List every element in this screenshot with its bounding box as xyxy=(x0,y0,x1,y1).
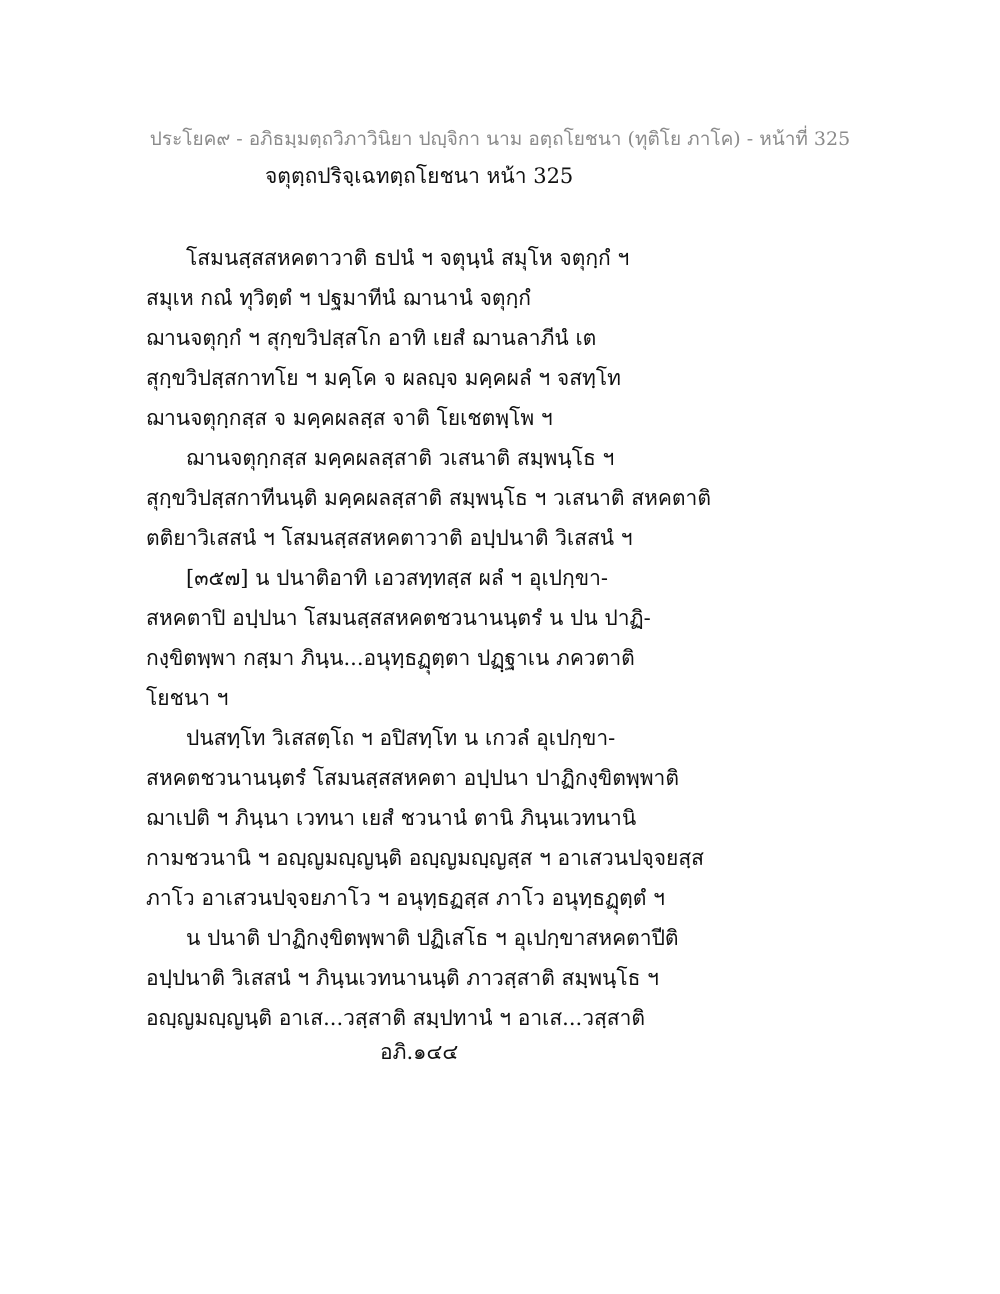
body-line: อญฺญมญฺญนฺติ อาเส...วสฺสาติ สมฺปทานํ ฯ อาเส...วสฺสาติ xyxy=(146,1006,646,1030)
page-footer-marker: อภิ.๑๔๔ xyxy=(380,1040,459,1064)
body-line: โยชนา ฯ xyxy=(146,686,229,710)
body-line: ฌานจตุกฺกสฺส มคฺคผลสฺสาติ วเสนาติ สมฺพนฺโธ ฯ xyxy=(186,446,615,470)
body-line: ภาโว อาเสวนปจฺจยภาโว ฯ อนุทฺธฏสฺส ภาโว อนุทฺธฏุตฺตํ ฯ xyxy=(146,886,665,910)
body-line: กามชวนานิ ฯ อญฺญมญฺญนฺติ อญฺญมญฺญสฺส ฯ อาเสวนปจฺจยสฺส xyxy=(146,846,704,870)
body-line: โสมนสฺสสหคตาวาติ ธปนํ ฯ จตุนฺนํ สมุโห จตุกฺกํ ฯ xyxy=(186,246,630,270)
body-line: สุกฺขวิปสฺสกาทีนนฺติ มคฺคผลสฺสาติ สมฺพนฺโธ ฯ วเสนาติ สหคตาติ xyxy=(146,486,711,510)
body-line: ปนสทฺโท วิเสสตฺโถ ฯ อปิสทฺโท น เกวลํ อุเปกฺขา- xyxy=(186,726,616,750)
body-line: ตติยาวิเสสนํ ฯ โสมนสฺสสหคตาวาติ อปฺปนาติ วิเสสนํ ฯ xyxy=(146,526,633,550)
body-line: ฌานจตุกฺกํ ฯ สุกฺขวิปสฺสโก อาทิ เยสํ ฌานลาภีนํ เต xyxy=(146,326,597,350)
body-text xyxy=(146,238,846,1038)
running-header: ประโยค๙ - อภิธมฺมตฺถวิภาวินิยา ปญฺจิกา นาม อตฺถโยชนา (ทุติโย ภาโค) - หน้าที่ 325 xyxy=(149,128,851,150)
body-line: ฌาเปติ ฯ ภินฺนา เวทนา เยสํ ชวนานํ ตานิ ภินฺนเวทนานิ xyxy=(146,806,637,830)
body-line: [๓๕๗] น ปนาติอาทิ เอวสทฺทสฺส ผลํ ฯ อุเปกฺขา- xyxy=(186,566,608,590)
body-line: น ปนาติ ปาฏิกงฺขิตพฺพาติ ปฏิเสโธ ฯ อุเปกฺขาสหคตาปีติ xyxy=(186,926,679,950)
section-title: จตุตฺถปริจฺเฉทตฺถโยชนา หน้า 325 xyxy=(265,164,574,188)
body-line: สมุเห กณํ ทุวิตฺตํ ฯ ปฐมาทีนํ ฌานานํ จตุกฺกํ xyxy=(146,286,531,310)
body-line: อปฺปนาติ วิเสสนํ ฯ ภินฺนเวทนานนฺติ ภาวสฺสาติ สมฺพนฺโธ ฯ xyxy=(146,966,659,990)
body-line: สหคตชวนานนฺตรํ โสมนสฺสสหคตา อปฺปนา ปาฏิกงฺขิตพฺพาติ xyxy=(146,766,679,790)
body-line: กงฺขิตพฺพา กสฺมา ภินฺน...อนุทฺธฏุตฺตา ปฏฺฐาเน ภควตาติ xyxy=(146,646,635,670)
body-line: สหคตาปิ อปฺปนา โสมนสฺสสหคตชวนานนฺตรํ น ปน ปาฏิ- xyxy=(146,606,651,630)
body-line: ฌานจตุกฺกสฺส จ มคฺคผลสฺส จาติ โยเชตพฺโพ ฯ xyxy=(146,406,553,430)
body-line: สุกฺขวิปสฺสกาทโย ฯ มคฺโค จ ผลญฺจ มคฺคผลํ ฯ จสทฺโท xyxy=(146,366,621,390)
